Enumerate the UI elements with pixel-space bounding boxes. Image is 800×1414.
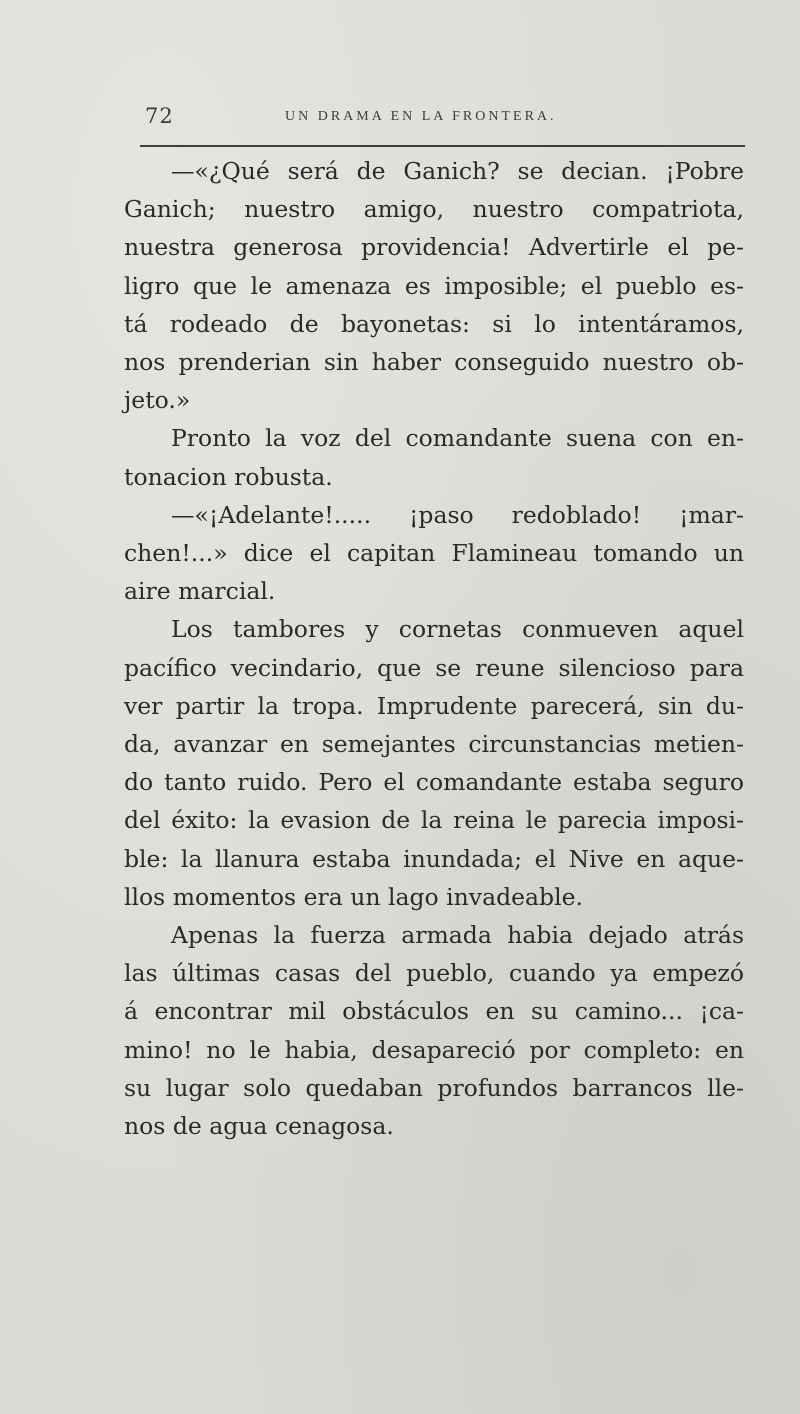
text-line: llos momentos era un lago invadeable. — [124, 882, 583, 911]
text-line: las últimas casas del pueblo, cuando ya empezó — [124, 959, 744, 988]
text-line: do tanto ruido. Pero el comandante estaba seguro — [124, 768, 744, 797]
text-line: nos prenderian sin haber conseguido nuestro ob- — [124, 348, 744, 377]
text-line: nos de agua cenagosa. — [124, 1112, 394, 1141]
text-line: da, avanzar en semejantes circunstancias metien- — [124, 730, 744, 759]
text-line: ble: la llanura estaba inundada; el Nive en aque- — [124, 844, 744, 873]
text-line: á encontrar mil obstáculos en su camino... ¡ca- — [124, 997, 744, 1026]
paragraph-5 — [124, 916, 744, 1145]
text-line: ligro que le amenaza es imposible; el pueblo es- — [124, 271, 744, 300]
text-line: del éxito: la evasion de la reina le parecia imposi- — [124, 806, 744, 835]
running-head: UN DRAMA EN LA FRONTERA. — [285, 109, 557, 124]
text-line: pacífico vecindario, que se reune silencioso para — [124, 653, 744, 682]
text-line: tá rodeado de bayonetas: si lo intentáramos, — [124, 309, 744, 338]
body-text — [124, 152, 744, 1145]
paragraph-3 — [124, 496, 744, 611]
text-line: mino! no le habia, desapareció por completo: en — [124, 1035, 744, 1064]
text-line: aire marcial. — [124, 577, 276, 606]
text-line: Ganich; nuestro amigo, nuestro compatriota, — [124, 195, 744, 224]
text-line: tonacion robusta. — [124, 462, 333, 491]
page-number: 72 — [145, 104, 174, 128]
text-line: Los tambores y cornetas conmueven aquel — [171, 615, 744, 644]
text-line: Pronto la voz del comandante suena con en- — [171, 424, 744, 453]
text-line: chen!...» dice el capitan Flamineau tomando un — [124, 539, 744, 568]
text-line: nuestra generosa providencia! Advertirle el pe- — [124, 233, 744, 262]
text-line: jeto.» — [124, 386, 191, 415]
paragraph-4 — [124, 610, 744, 916]
paragraph-1 — [124, 152, 744, 419]
text-line: Apenas la fuerza armada habia dejado atrás — [171, 921, 744, 950]
paragraph-2 — [124, 419, 744, 495]
text-line: —«¿Qué será de Ganich? se decian. ¡Pobre — [171, 157, 744, 185]
page-header — [145, 104, 745, 134]
text-line: —«¡Adelante!..... ¡paso redoblado! ¡mar- — [171, 500, 744, 529]
text-line: ver partir la tropa. Imprudente parecerá, sin du- — [124, 691, 744, 720]
header-rule — [140, 145, 745, 147]
text-line: su lugar solo quedaban profundos barrancos lle- — [124, 1073, 744, 1102]
